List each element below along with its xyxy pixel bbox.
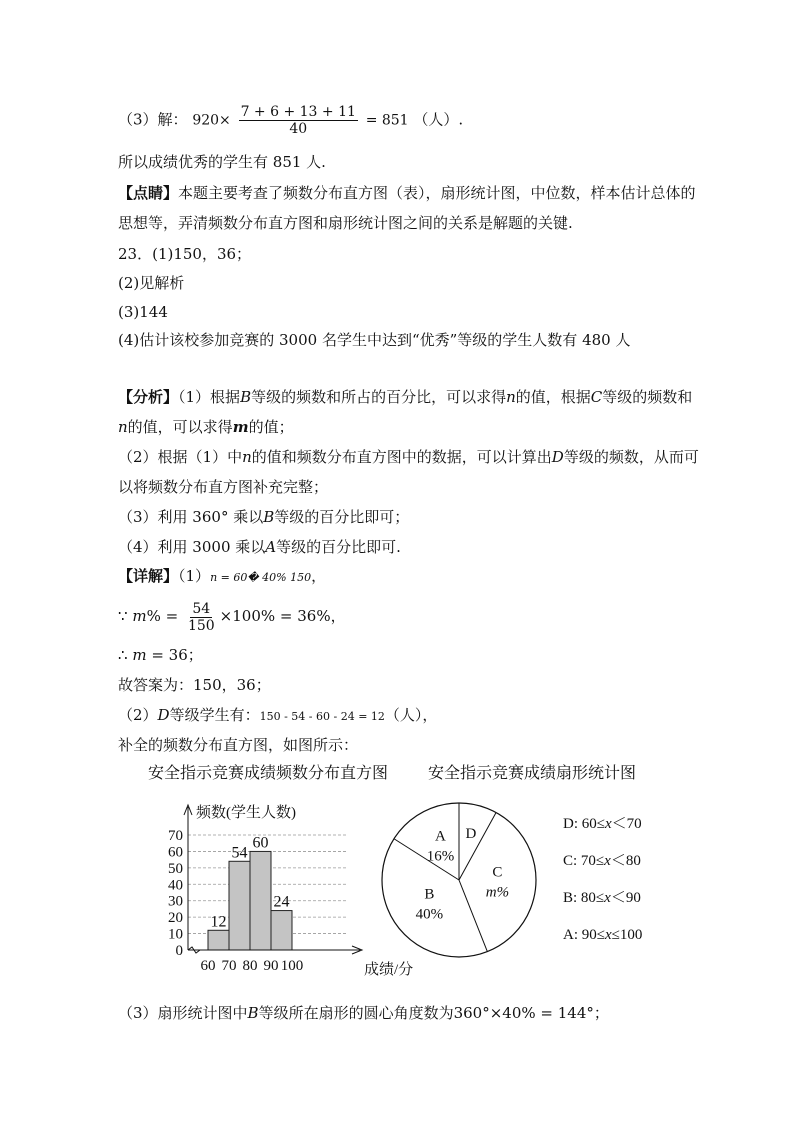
histogram-title: 安全指示竞赛成绩频数分布直方图 <box>148 763 389 782</box>
bar-value-label: 12 <box>210 913 227 931</box>
y-tick-label: 40 <box>168 877 183 894</box>
var-m: m <box>232 418 249 436</box>
detail-line-5 <box>118 705 437 727</box>
comment-tag: 【点睛】 <box>118 184 179 202</box>
text: 等级的百分比即可； <box>274 508 410 526</box>
detail-line-1 <box>118 566 326 588</box>
legend-item: D: 60≤x＜70 <box>563 816 642 832</box>
text: 等级学生有： <box>169 706 260 724</box>
text: （3）利用 360° 乘以 <box>118 508 264 526</box>
analysis-line-4: 以将频数分布直方图补充完整； <box>118 478 329 496</box>
text: = 36 <box>151 646 188 664</box>
text: ； <box>187 646 203 664</box>
answer-3: (3)144 <box>118 303 168 321</box>
analysis-line-5 <box>118 507 409 527</box>
text: 等级的频数和 <box>602 388 693 406</box>
detail-tag: 【详解】 <box>118 567 179 585</box>
y-tick-label: 0 <box>175 943 183 959</box>
y-tick-label: 10 <box>168 926 183 943</box>
bar-value-label: 54 <box>231 844 248 862</box>
y-tick-label: 70 <box>168 828 183 844</box>
var-a: A <box>265 538 277 556</box>
var-n: n <box>242 448 252 466</box>
var-c: C <box>590 388 603 406</box>
analysis-line-1 <box>118 387 692 407</box>
var-m: m <box>132 607 147 625</box>
detail-line-6: 补全的频数分布直方图，如图所示： <box>118 736 359 754</box>
histogram-bar <box>250 851 271 950</box>
pie-slice-letter: D <box>465 825 477 842</box>
legend-item: C: 70≤x＜80 <box>563 853 641 869</box>
text: （人）， <box>384 706 438 724</box>
detail-line-7 <box>118 1003 609 1023</box>
text: ， <box>311 567 327 585</box>
var-b: B <box>247 1004 259 1022</box>
fraction-denominator: 150 <box>187 617 215 634</box>
fraction-numerator: 54 <box>192 600 211 617</box>
x-tick-label: 60 <box>200 958 216 974</box>
text: 的值，可以求得 <box>127 418 233 436</box>
therefore-symbol: ∴ <box>118 646 128 664</box>
text: 的值和频数分布直方图中的数据，可以计算出 <box>251 448 552 466</box>
x-tick-label: 70 <box>221 958 237 974</box>
histogram <box>140 795 414 980</box>
text: ； <box>593 1004 609 1022</box>
detail-line-3 <box>118 645 203 665</box>
var-m: m <box>132 646 147 664</box>
detail-line-4: 故答案为：150，36； <box>118 676 271 694</box>
x-axis-label: 成绩/分 <box>364 962 414 978</box>
text: （2）根据（1）中 <box>118 448 243 466</box>
pie-slice-percent: 16% <box>426 848 455 865</box>
answer-2: (2)见解析 <box>118 274 185 292</box>
text: 等级所在扇形的圆心角度数为 <box>258 1004 454 1022</box>
histogram-bar <box>271 911 292 950</box>
text: % = <box>146 607 179 625</box>
pie-slice-letter: B <box>424 886 435 903</box>
expr-right: = 851 <box>365 112 409 129</box>
formula: 150 - 54 - 60 - 24 = 12 <box>259 710 385 723</box>
conclusion-line: 所以成绩优秀的学生有 851 人. <box>118 153 326 171</box>
pie-slice-letter: C <box>492 864 503 881</box>
pie-chart <box>380 788 660 963</box>
expr-left: 920× <box>192 112 231 129</box>
text: 等级的百分比即可. <box>276 538 401 556</box>
var-b: B <box>263 508 275 526</box>
pie-slice-percent: 40% <box>415 906 444 923</box>
formula: 360°×40% = 144° <box>453 1004 594 1022</box>
text: 的值； <box>248 418 294 436</box>
analysis-line-3 <box>118 447 699 467</box>
y-tick-label: 20 <box>168 910 183 927</box>
line-suffix: （人）. <box>413 110 464 129</box>
x-tick-label: 80 <box>242 958 258 974</box>
y-tick-label: 60 <box>168 844 183 861</box>
var-d: D <box>551 448 564 466</box>
bar-value-label: 24 <box>273 893 290 911</box>
text: （4）利用 3000 乘以 <box>118 538 266 556</box>
var-b: B <box>240 388 252 406</box>
bar-value-label: 60 <box>252 834 269 852</box>
line-prefix: （3）解： <box>118 110 188 129</box>
pie-slice-letter: A <box>435 828 446 845</box>
comment-line-2: 思想等，弄清频数分布直方图和扇形统计图之间的关系是解题的关键. <box>118 214 573 232</box>
histogram-bar <box>208 930 229 950</box>
legend-item: B: 80≤x＜90 <box>563 890 641 906</box>
solution-line-3 <box>118 104 463 137</box>
x-tick-label: 90 <box>263 958 279 974</box>
y-axis-label: 频数(学生人数) <box>196 805 296 821</box>
pie-slice-percent: m% <box>485 884 510 901</box>
fraction <box>186 601 217 634</box>
text: （3）扇形统计图中 <box>118 1004 248 1022</box>
comment-text: 本题主要考查了频数分布直方图（表），扇形统计图，中位数，样本估计总体的 <box>178 184 696 202</box>
detail-line-2 <box>118 598 346 634</box>
text: 等级的频数，从而可 <box>563 448 699 466</box>
fraction <box>239 104 358 137</box>
analysis-line-6 <box>118 537 401 557</box>
analysis-line-2 <box>118 417 294 437</box>
text: （1）根据 <box>178 388 241 406</box>
fraction-denominator: 40 <box>289 121 308 137</box>
x-tick-label: 100 <box>280 958 304 974</box>
analysis-tag: 【分析】 <box>118 388 179 406</box>
y-tick-label: 30 <box>168 893 183 910</box>
y-tick-label: 50 <box>168 860 183 877</box>
legend-item: A: 90≤x≤100 <box>563 927 643 943</box>
because-symbol: ∵ <box>118 607 128 625</box>
text: （1） <box>178 567 211 585</box>
var-d: D <box>157 706 170 724</box>
histogram-bar <box>229 861 250 950</box>
formula-n: n = 60� 40% 150 <box>210 571 312 584</box>
comment-line <box>118 183 696 203</box>
pie-chart-title: 安全指示竞赛成绩扇形统计图 <box>428 763 637 782</box>
var-n: n <box>506 388 516 406</box>
text: ×100% = 36% <box>219 607 331 625</box>
answer-1: 23．(1)150，36； <box>118 245 252 263</box>
answer-4: (4)估计该校参加竞赛的 3000 名学生中达到“优秀”等级的学生人数有 480 人 <box>118 331 631 349</box>
var-n: n <box>118 418 128 436</box>
text: 等级的频数和所占的百分比，可以求得 <box>251 388 507 406</box>
text: （2） <box>118 706 158 724</box>
text: ， <box>330 607 346 625</box>
text: 的值，根据 <box>515 388 591 406</box>
fraction-numerator: 7 + 6 + 13 + 11 <box>240 104 356 120</box>
